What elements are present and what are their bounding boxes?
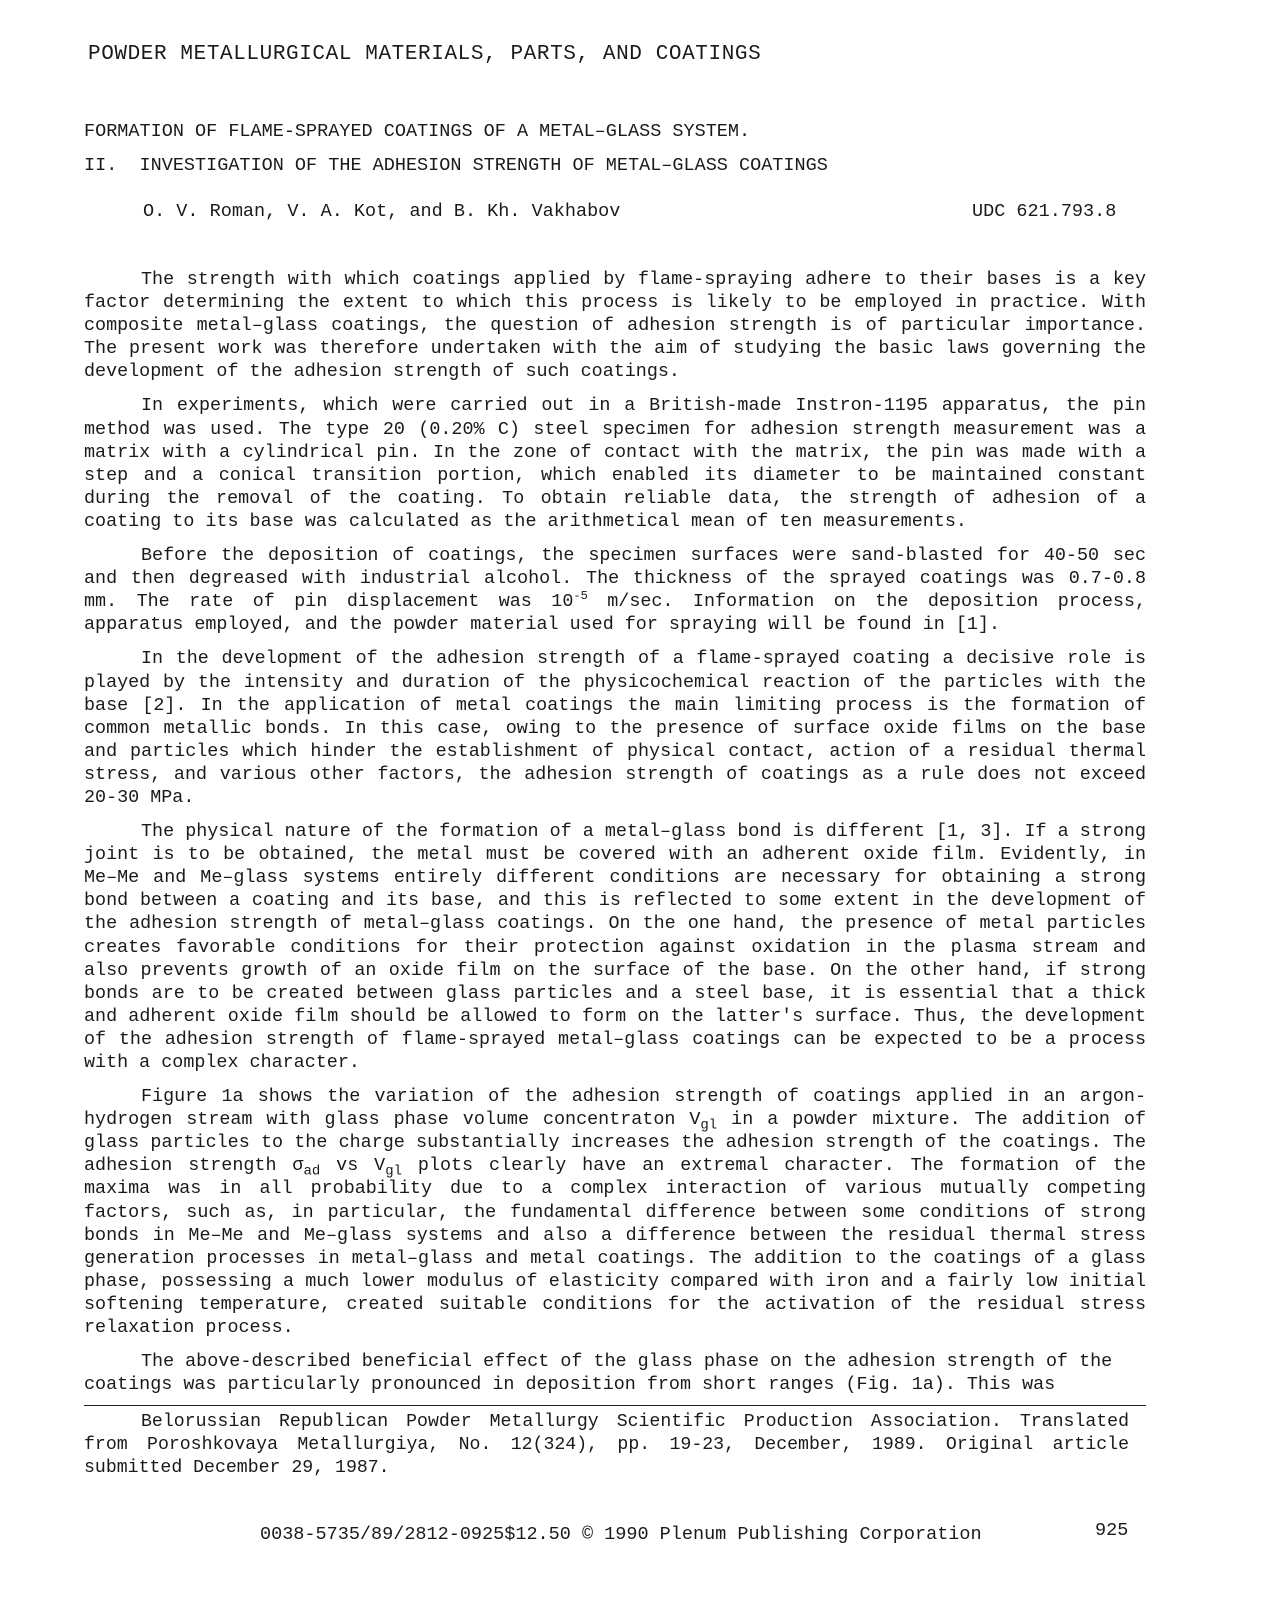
article-title-line-2: II. INVESTIGATION OF THE ADHESION STRENGTH OF METAL–GLASS COATINGS xyxy=(84,155,828,176)
section-header: POWDER METALLURGICAL MATERIALS, PARTS, AND COATINGS xyxy=(88,43,762,66)
page-number: 925 xyxy=(1095,1520,1129,1541)
paragraph-3-text-b: m/sec. Information on the deposition process, apparatus employed, and the powder material used for spraying will be found in [1]. xyxy=(84,591,1146,636)
subscript-gl-2: gl xyxy=(385,1164,402,1181)
subscript-ad: ad xyxy=(303,1164,321,1181)
paragraph-4: In the development of the adhesion strength of a flame-sprayed coating a decisive role is played by the intensity and duration of the physicochemical reaction of the particles with the base [2]. In the application of metal coatings the main limiting process is the formation of common metallic bonds. In this case, owing to the presence of surface oxide films on the base and particles which hinder the establishment of physical contact, action of a residual thermal stress, and various other factors, the adhesion strength of coatings as a rule does not exceed 20-30 MPa. xyxy=(84,648,1146,808)
footnote xyxy=(84,1411,1129,1480)
paragraph-6-text-b: in a powder mixture. The addition of glass particles to the charge substantially increases the adhesion strength of the coatings. The adhesion strength σ xyxy=(84,1109,1146,1177)
copyright-line: 0038-5735/89/2812-0925$12.50 © 1990 Plenum Publishing Corporation xyxy=(260,1524,982,1545)
paragraph-6 xyxy=(84,1085,1146,1339)
article-body xyxy=(84,268,1146,1407)
paragraph-6-text-d: plots clearly have an extremal character. The formation of the maxima was in all probability due to a complex interaction of various mutually competing factors, such as, in particular, the fundamental difference between some conditions of strong bonds in Me–Me and Me–glass systems and also a difference between the residual thermal stress generation processes in metal–glass and metal coatings. The addition to the coatings of a glass phase, possessing a much lower modulus of elasticity compared with iron and a fairly low initial softening temperature, created suitable conditions for the activation of the residual stress relaxation process. xyxy=(84,1155,1147,1339)
paragraph-5: The physical nature of the formation of a metal–glass bond is different [1, 3]. If a strong joint is to be obtained, the metal must be covered with an adherent oxide film. Evidently, in Me–Me and Me–glass systems entirely different conditions are necessary for obtaining a strong bond between a coating and its base, and this is reflected to some extent in the development of the adhesion strength of metal–glass coatings. On the one hand, the presence of metal particles creates favorable conditions for their protection against oxidation in the plasma stream and also prevents growth of an oxide film on the surface of the base. On the other hand, if strong bonds are to be created between glass particles and a steel base, it is essential that a thick and adherent oxide film should be allowed to form on the latter's surface. Thus, the development of the adhesion strength of flame-sprayed metal–glass coatings can be expected to be a process with a complex character. xyxy=(84,821,1146,1073)
footnote-divider xyxy=(84,1405,1146,1406)
paragraph-1: The strength with which coatings applied by flame-spraying adhere to their bases is a key factor determining the extent to which this process is likely to be employed in practice. With composite metal–glass coatings, the question of adhesion strength is of particular importance. The present work was therefore undertaken with the aim of studying the basic laws governing the development of the adhesion strength of such coatings. xyxy=(84,269,1146,383)
udc-code: UDC 621.793.8 xyxy=(972,201,1117,222)
paragraph-3-text-a: Before the deposition of coatings, the specimen surfaces were sand-blasted for 40-50 sec and then degreased with industrial alcohol. The thickness of the sprayed coatings was 0.7-0.8 mm. The rate of pin displacement was 10 xyxy=(84,545,1146,613)
footnote-text: Belorussian Republican Powder Metallurgy Scientific Production Association. Translated from Poroshkovaya Metallurgiya, No. 12(324), pp. 19-23, December, 1989. Original article submitted December 29, 1987. xyxy=(84,1412,1129,1478)
paragraph-6-text-a: Figure 1a shows the variation of the adhesion strength of coatings applied in an argon-hydrogen stream with glass phase volume concentraton V xyxy=(84,1086,1146,1131)
subscript-gl: gl xyxy=(700,1117,718,1134)
exponent: -5 xyxy=(573,589,588,604)
article-title-line-1: FORMATION OF FLAME-SPRAYED COATINGS OF A METAL–GLASS SYSTEM. xyxy=(84,121,751,142)
paragraph-3 xyxy=(84,544,1146,636)
paragraph-7: The above-described beneficial effect of the glass phase on the adhesion strength of the coatings was particularly pronounced in deposition from short ranges (Fig. 1a). This was xyxy=(84,1351,1113,1396)
paragraph-6-text-c: vs V xyxy=(320,1155,386,1177)
authors: O. V. Roman, V. A. Kot, and B. Kh. Vakhabov xyxy=(143,201,621,222)
paragraph-2: In experiments, which were carried out in a British-made Instron-1195 apparatus, the pin method was used. The type 20 (0.20% C) steel specimen for adhesion strength measurement was a matrix with a cylindrical pin. In the zone of contact with the matrix, the pin was made with a step and a conical transition portion, which enabled its diameter to be maintained constant during the removal of the coating. To obtain reliable data, the strength of adhesion of a coating to its base was calculated as the arithmetical mean of ten measurements. xyxy=(84,395,1146,532)
